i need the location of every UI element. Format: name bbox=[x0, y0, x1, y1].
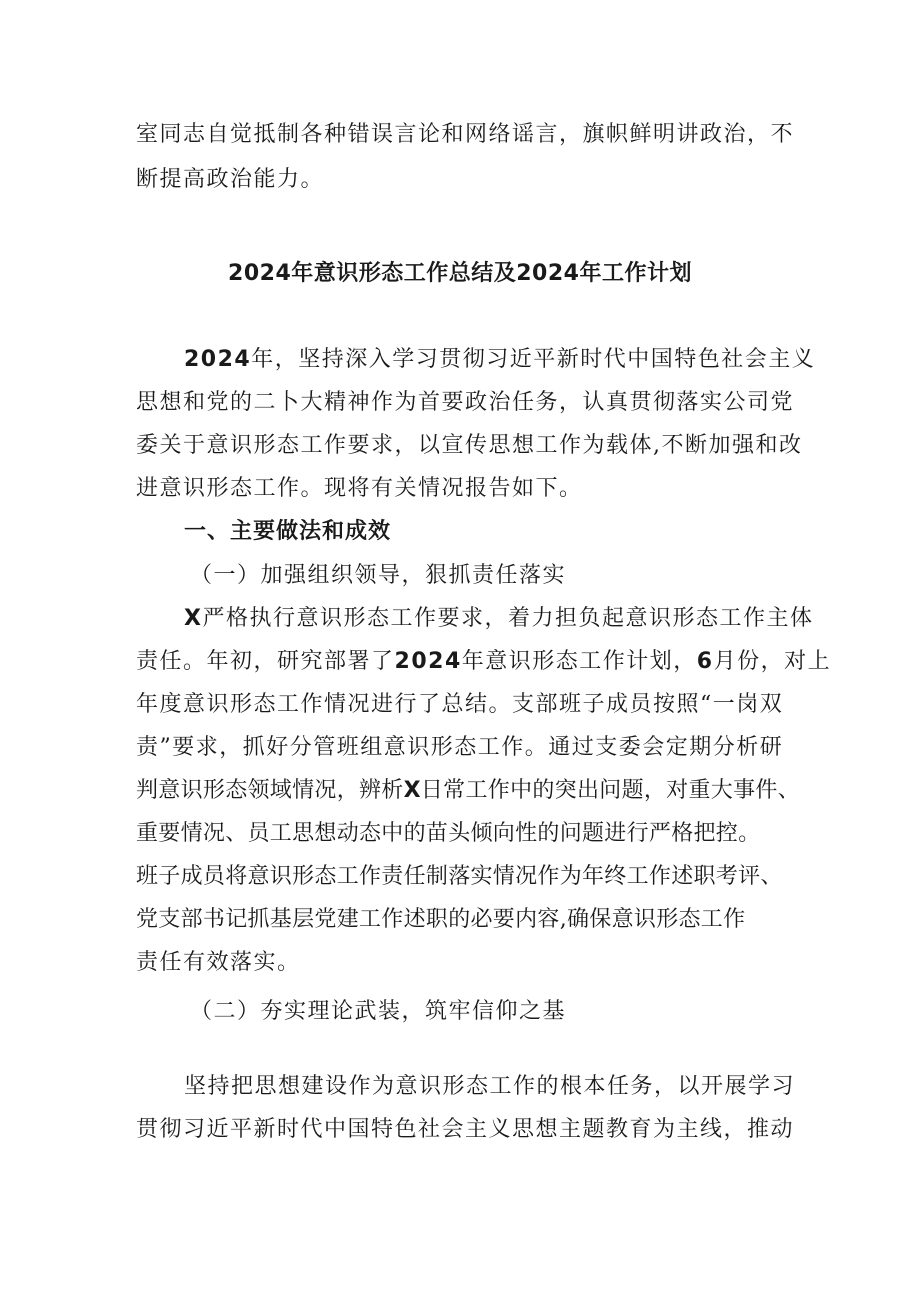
para1-line-5-a: 判意识形态领域情况，辨析 bbox=[136, 778, 404, 803]
subsection-2-heading: （二）夯实理论武装，筑牢信仰之基 bbox=[190, 999, 567, 1024]
para1-line-9: 责任有效落实。 bbox=[136, 950, 301, 975]
para1-line-2-b: 年意识形态工作计划， bbox=[461, 649, 697, 674]
intro-line-4: 进意识形态工作。现将有关情况报告如下。 bbox=[136, 476, 583, 501]
intro-line-1-text: 年，坚持深入学习贯彻习近平新时代中国特色社会主义 bbox=[251, 347, 816, 372]
para1-year: 2024 bbox=[394, 649, 462, 674]
para1-line-6: 重要情况、员工思想动态中的苗头倾向性的问题进行严格把控。 bbox=[136, 821, 761, 846]
subsection-1-heading: （一）加强组织领导，狠抓责任落实 bbox=[190, 563, 567, 588]
para1-unit-x-2: X bbox=[403, 778, 421, 803]
intro-line-1 bbox=[184, 345, 815, 375]
para2-line-1: 坚持把思想建设作为意识形态工作的根本任务，以开展学习 bbox=[184, 1074, 796, 1099]
para1-line-5 bbox=[136, 776, 800, 806]
para1-line-8: 党支部书记抓基层党建工作述职的必要内容,确保意识形态工作 bbox=[136, 907, 746, 932]
para1-line-7: 班子成员将意识形态工作责任制落实情况作为年终工作述职考评、 bbox=[136, 864, 783, 889]
intro-year: 2024 bbox=[184, 347, 252, 372]
para2-line-2: 贯彻习近平新时代中国特色社会主义思想主题教育为主线，推动 bbox=[136, 1117, 795, 1142]
para1-unit-x: X bbox=[184, 606, 203, 631]
document-title: 2024年意识形态工作总结及2024年工作计划 bbox=[228, 261, 692, 286]
section-1-heading: 一、主要做法和成效 bbox=[184, 519, 392, 544]
intro-line-2: 思想和党的二卜大精神作为首要政治任务，认真贯彻落实公司党 bbox=[136, 390, 795, 415]
para1-line-2-a: 责任。年初，研究部署了 bbox=[136, 649, 395, 674]
para1-line-5-b: 日常工作中的突出问题，对重大事件、 bbox=[420, 778, 800, 803]
para1-line-1-text: 严格执行意识形态工作要求，着力担负起意识形态工作主体 bbox=[202, 606, 814, 631]
para1-line-4: 责”要求，抓好分管班组意识形态工作。通过支委会定期分析研 bbox=[136, 735, 784, 760]
para1-line-2 bbox=[136, 647, 831, 677]
para1-month: 6 bbox=[696, 649, 714, 674]
para1-line-1 bbox=[184, 604, 813, 634]
para1-line-3: 年度意识形态工作情况进行了总结。支部班子成员按照“一岗双 bbox=[136, 692, 784, 717]
para1-line-2-c: 月份，对上 bbox=[713, 649, 832, 674]
prev-paragraph-line-1: 室同志自觉抵制各种错误言论和网络谣言，旗帜鲜明讲政治，不 bbox=[136, 122, 795, 147]
prev-paragraph-line-2: 断提高政治能力。 bbox=[136, 167, 325, 192]
intro-line-3: 委关于意识形态工作要求，以宣传思想工作为载体,不断加强和改 bbox=[136, 433, 803, 458]
